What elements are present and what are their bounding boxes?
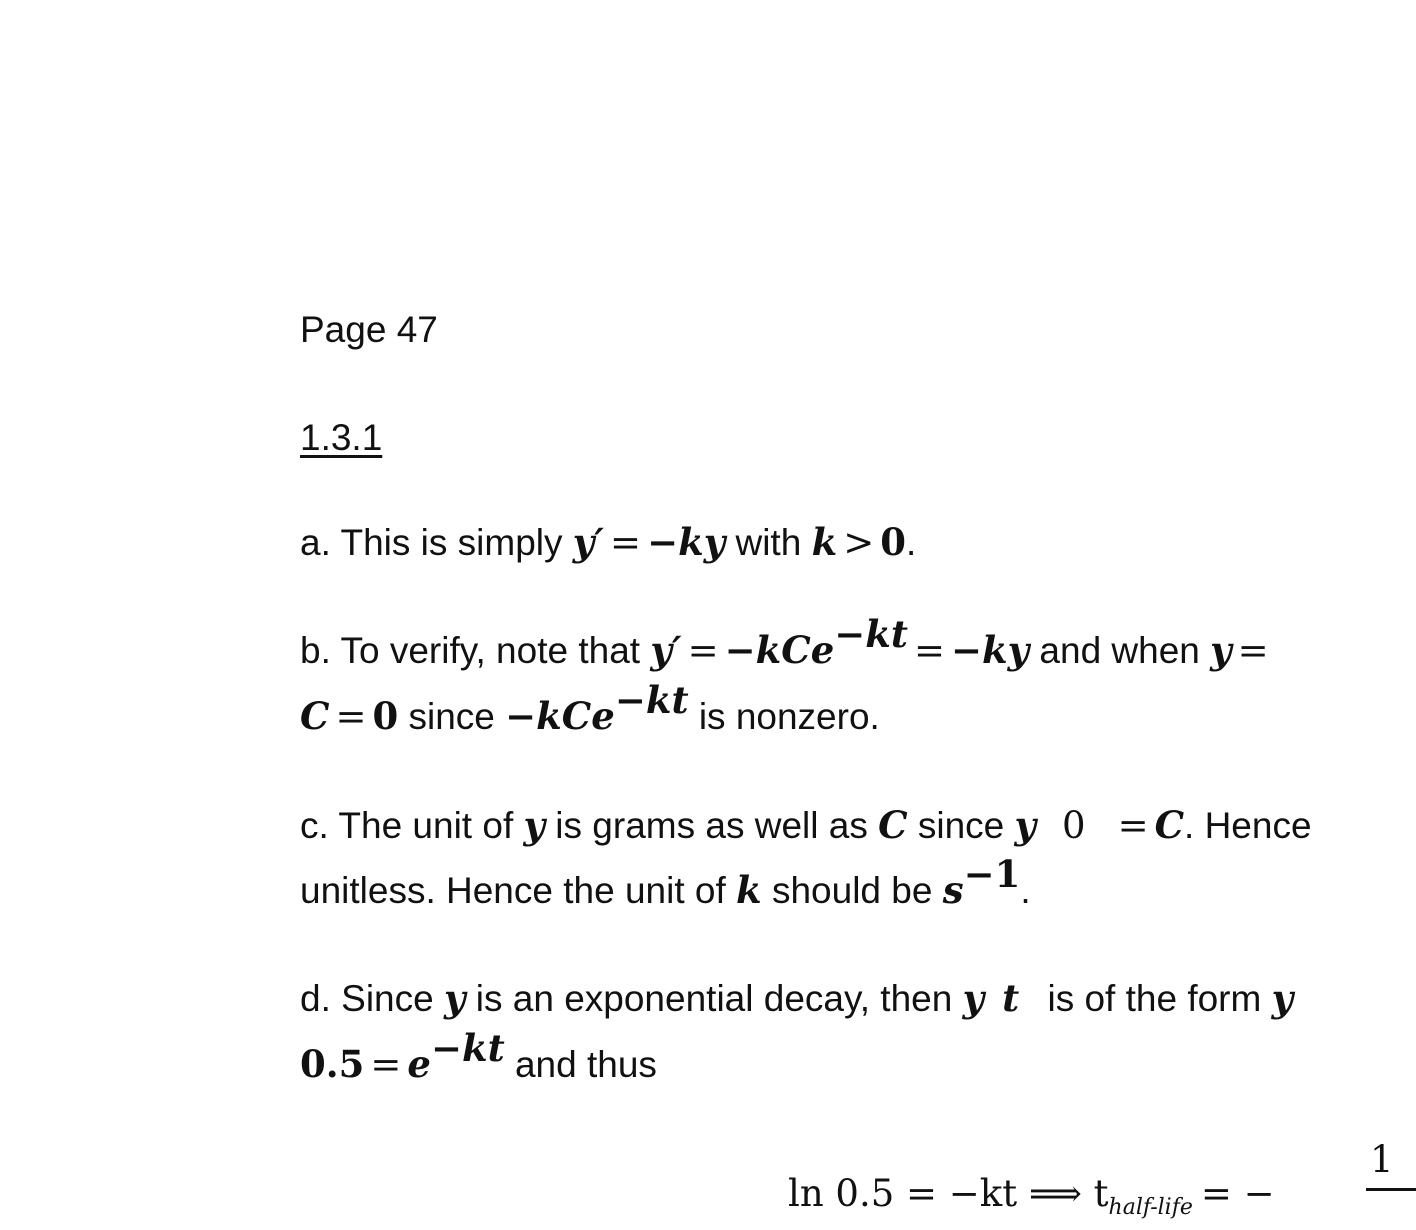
math-exponent: −kt: [430, 1026, 505, 1070]
part-d-form: is of the form: [1047, 978, 1262, 1019]
math-y: y: [962, 976, 985, 1020]
math-equals: =: [335, 695, 367, 738]
part-c-hence: . Hence: [1184, 805, 1312, 846]
math-k: k: [811, 520, 838, 564]
math-neg-kce: −kCe: [724, 628, 835, 672]
part-c-text: c. The unit of: [300, 805, 514, 846]
math-exponent: −kt: [614, 678, 689, 722]
part-c-should-be: should be: [771, 870, 933, 911]
math-c: C: [878, 803, 908, 847]
part-a-text: a. This is simply: [300, 522, 563, 563]
math-c: C: [1154, 803, 1185, 847]
section-heading: [300, 416, 382, 460]
part-d-line-1: [300, 976, 1293, 1021]
part-d-line-2: [300, 1026, 657, 1087]
part-b-and-when: and when: [1039, 630, 1200, 671]
part-c-line-1: [300, 803, 1312, 848]
math-y-prime: y′: [650, 628, 682, 672]
math-zero: 0: [372, 694, 399, 738]
section-number: 1.3.1: [300, 417, 383, 458]
math-e: e: [407, 1042, 431, 1086]
math-s: s: [942, 868, 964, 912]
part-d-text: d. Since: [300, 978, 434, 1019]
part-d-and-thus: and thus: [514, 1044, 657, 1085]
math-t: t: [1002, 976, 1020, 1020]
math-y: y: [1271, 976, 1294, 1020]
math-equals: =: [687, 629, 719, 672]
math-equals: =: [1237, 629, 1269, 672]
fraction-numerator: 1: [1370, 1138, 1394, 1181]
math-c: C: [300, 694, 330, 738]
math-half: 0.5: [300, 1042, 365, 1086]
math-exponent: −kt: [834, 612, 908, 656]
math-y: y: [1014, 803, 1037, 847]
part-b-nonzero: is nonzero.: [698, 696, 880, 737]
math-zero: 0: [1062, 804, 1086, 847]
math-y: y: [523, 803, 546, 847]
part-a-with: with: [735, 522, 802, 563]
math-zero: 0: [880, 520, 906, 564]
part-c-unitless: unitless. Hence the unit of: [300, 870, 726, 911]
math-exponent: −1: [963, 852, 1021, 896]
display-equation: [788, 1172, 1275, 1230]
part-b-since: since: [408, 696, 495, 737]
math-neg-kce: −kCe: [505, 694, 615, 738]
page-label: Page 47: [300, 309, 438, 350]
math-equals: =: [610, 521, 642, 564]
part-c-line-2: [300, 852, 1031, 913]
part-b-text: b. To verify, note that: [300, 630, 641, 671]
math-y: y: [1210, 628, 1232, 672]
part-a-line: [300, 520, 916, 565]
math-k: k: [736, 868, 762, 912]
math-equals: =: [1117, 804, 1149, 847]
part-c-grams: is grams as well as: [555, 805, 868, 846]
part-a-end: .: [905, 522, 917, 563]
math-gt: >: [843, 521, 875, 564]
fraction-bar: [1366, 1188, 1416, 1191]
math-equals: =: [913, 629, 945, 672]
math-neg-ky: −ky: [951, 628, 1030, 672]
part-d-decay: is an exponential decay, then: [475, 978, 953, 1019]
display-rhs: = −: [1200, 1172, 1275, 1215]
part-b-line-2: [300, 678, 880, 739]
math-equals: =: [370, 1043, 402, 1086]
display-subscript: half-life: [1108, 1195, 1193, 1220]
part-b-line-1: [300, 612, 1275, 673]
math-y-prime: y′: [572, 520, 605, 564]
math-y: y: [443, 976, 466, 1020]
part-c-since: since: [917, 805, 1005, 846]
part-c-end: .: [1020, 870, 1031, 911]
math-neg-ky: −ky: [647, 520, 726, 564]
display-lhs: ln 0.5 = −kt ⟹ t: [788, 1172, 1109, 1215]
